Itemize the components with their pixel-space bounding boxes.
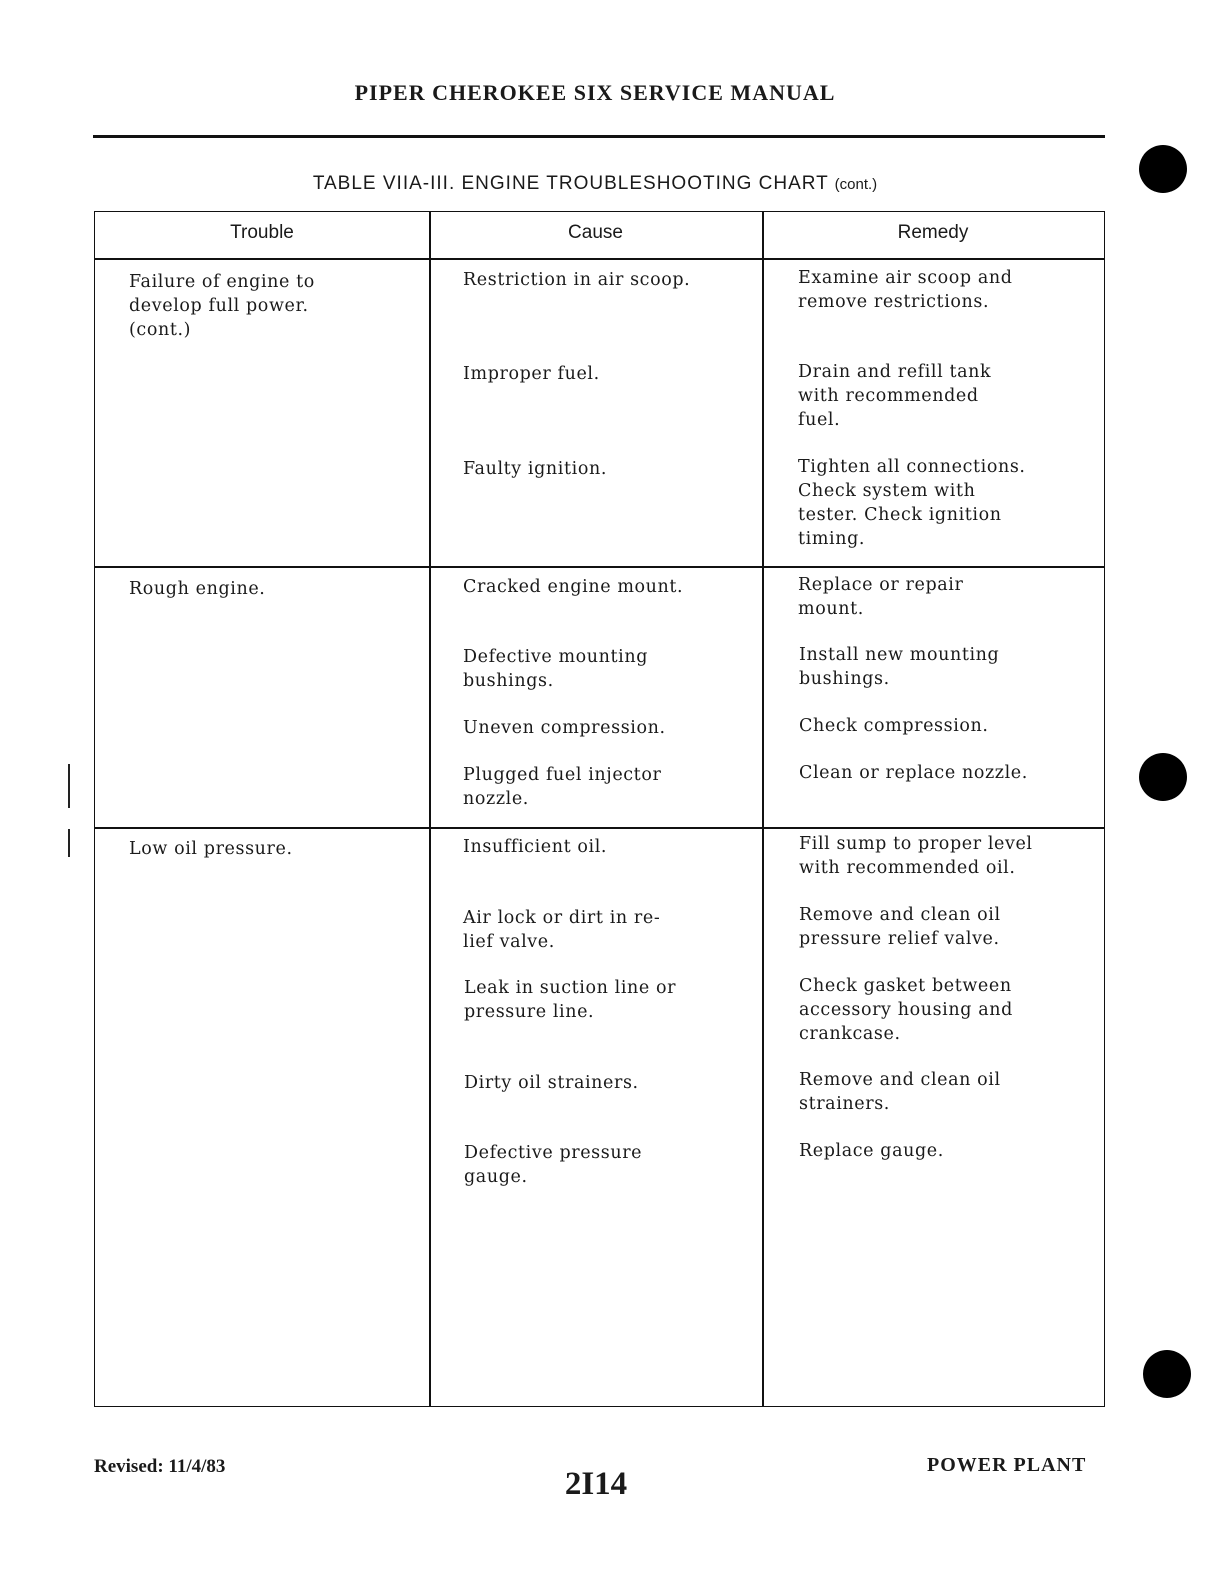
revision-bar [68,829,70,857]
column-header-remedy: Remedy [897,222,969,243]
manual-title: PIPER CHEROKEE SIX SERVICE MANUAL [354,80,836,105]
header-divider [95,258,1104,260]
section-name: POWER PLANT [927,1454,1087,1476]
remedy-cell: Remove and clean oil pressure relief valve. [799,905,1001,949]
troubleshooting-table [94,211,1105,1407]
remedy-cell: Check compression. [799,716,989,736]
punch-hole [1143,1350,1191,1398]
remedy-cell: Tighten all connections. Check system with tester. Check ignition timing. [798,457,1026,549]
group-divider [95,566,1104,568]
cause-cell: Defective pressure gauge. [464,1143,643,1187]
revision-bar [68,764,70,808]
column-header-trouble: Trouble [230,222,294,243]
table-title-suffix: (cont.) [834,176,878,193]
remedy-cell: Install new mounting bushings. [799,645,1000,689]
column-divider [429,212,431,1406]
cause-cell: Improper fuel. [463,364,600,384]
column-divider [762,212,764,1406]
punch-hole [1139,753,1187,801]
trouble-cell: Rough engine. [129,579,266,599]
cause-cell: Uneven compression. [463,718,666,738]
remedy-cell: Clean or replace nozzle. [799,763,1028,783]
remedy-cell: Examine air scoop and remove restrictions. [798,268,1013,312]
remedy-cell: Replace or repair mount. [798,575,964,619]
trouble-cell: Failure of engine to develop full power. (cont.) [129,272,315,340]
cause-cell: Restriction in air scoop. [463,270,691,290]
group-divider [95,827,1104,829]
revised-date: Revised: 11/4/83 [94,1456,226,1477]
punch-hole [1139,145,1187,193]
remedy-cell: Fill sump to proper level with recommended oil. [799,834,1033,878]
remedy-cell: Drain and refill tank with recommended fuel. [798,362,992,430]
cause-cell: Air lock or dirt in re- lief valve. [463,908,661,952]
cause-cell: Dirty oil strainers. [464,1073,639,1093]
table-title-text: TABLE VIIA-III. ENGINE TROUBLESHOOTING CHART [312,173,829,194]
cause-cell: Insufficient oil. [463,837,608,857]
header-rule [93,135,1105,138]
table-title [0,173,1190,195]
remedy-cell: Remove and clean oil strainers. [799,1070,1001,1114]
cause-cell: Defective mounting bushings. [463,647,649,691]
cause-cell: Faulty ignition. [463,459,608,479]
cause-cell: Plugged fuel injector nozzle. [463,765,662,809]
page-number: 2I14 [564,1466,628,1502]
remedy-cell: Check gasket between accessory housing and crankcase. [799,976,1013,1044]
trouble-cell: Low oil pressure. [129,839,293,859]
remedy-cell: Replace gauge. [799,1141,944,1161]
cause-cell: Leak in suction line or pressure line. [464,978,677,1022]
cause-cell: Cracked engine mount. [463,577,684,597]
column-header-cause: Cause [568,222,623,243]
